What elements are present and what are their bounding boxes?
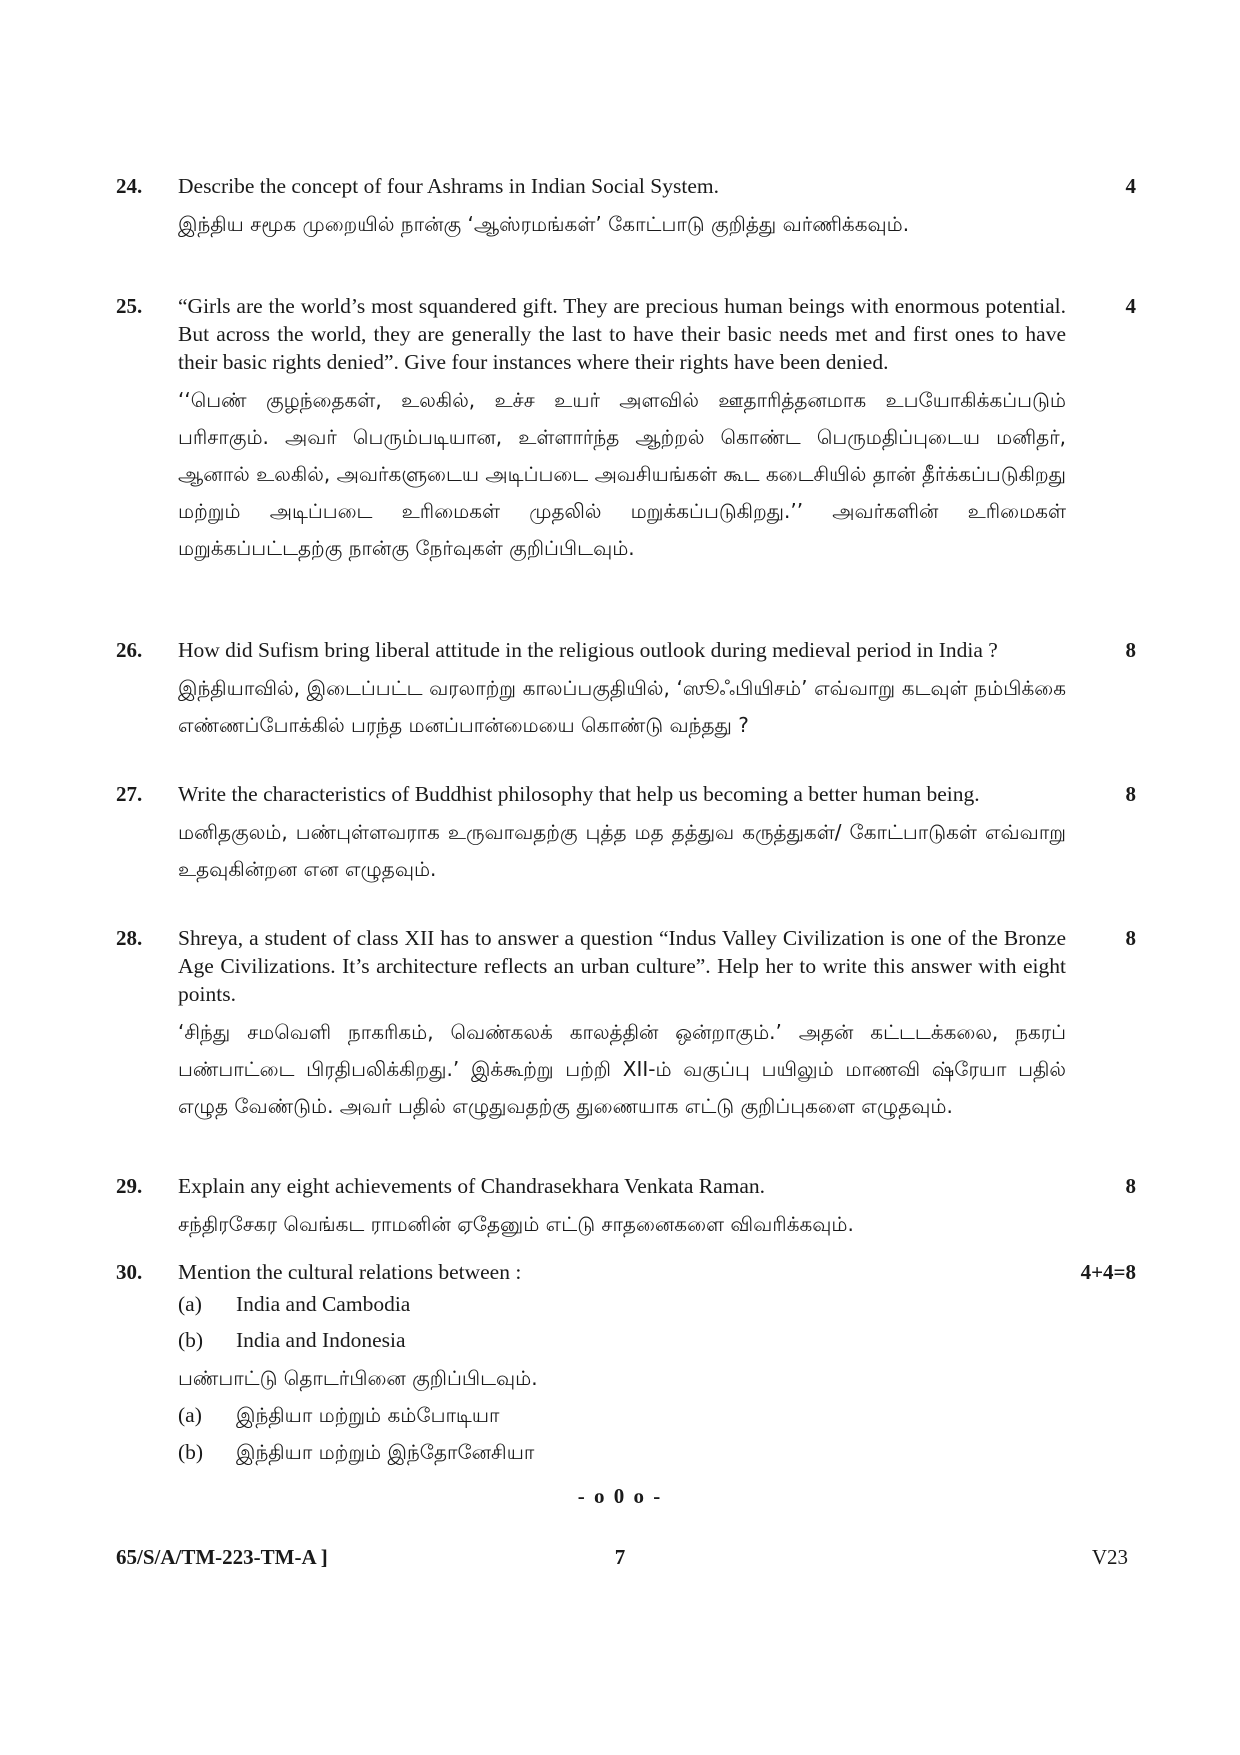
question-number: 29. [116,1174,143,1198]
sub-item-text: இந்தியா மற்றும் இந்தோனேசியா [236,1440,535,1464]
question-body [178,924,1066,1125]
question-marks: 8 [1125,1174,1136,1198]
question-text-english: Shreya, a student of class XII has to answer a question “Indus Valley Civilization is one of the Bronze Age Civilizations. It’s architecture reflects an urban culture”. Help her to write this answer with eight points. [178,926,1066,1006]
sub-item-label: (a) [178,1292,202,1316]
version-code: V23 [1091,1545,1128,1569]
question-marks: 4 [1125,294,1136,318]
end-of-paper-mark: - o 0 o - [577,1484,663,1508]
question-number: 30. [116,1260,143,1284]
question-body [178,780,1066,888]
question-number: 27. [116,782,143,806]
question-number: 26. [116,638,143,662]
question-marks: 8 [1125,782,1136,806]
question-marks: 4+4=8 [1080,1260,1136,1284]
question-body [178,1172,1066,1243]
question-text-english: Describe the concept of four Ashrams in Indian Social System. [178,174,719,198]
question-body [178,292,1066,567]
question-text-english: How did Sufism bring liberal attitude in the religious outlook during medieval period in India ? [178,638,998,662]
question-text-tamil: இந்தியாவில், இடைப்பட்ட வரலாற்று காலப்பகுதியில், ‘ஸூஃபியிசம்’ எவ்வாறு கடவுள் நம்பிக்கை எண்ணப்போக்கில் பரந்த மனப்பான்மையை கொண்டு வந்தது ? [178,676,1066,737]
sub-item-label: (a) [178,1403,202,1427]
sub-item-text: India and Indonesia [236,1328,406,1352]
question-text-english: Mention the cultural relations between : [178,1260,522,1284]
question-marks: 4 [1125,174,1136,198]
question-text-tamil: ‘சிந்து சமவெளி நாகரிகம், வெண்கலக் காலத்தின் ஒன்றாகும்.’ அதன் கட்டடக்கலை, நகரப் பண்பாட்டை பிரதிபலிக்கிறது.’ இக்கூற்று பற்றி XII-ம் வகுப்பு பயிலும் மாணவி ஷ்ரேயா பதில் எழுத வேண்டும். அவர் பதில் எழுதுவதற்கு துணையாக எட்டு குறிப்புகளை எழுதவும். [178,1020,1066,1118]
question-body [178,172,1066,243]
question-number: 28. [116,926,143,950]
question-text-tamil: சந்திரசேகர வெங்கட ராமனின் ஏதேனும் எட்டு சாதனைகளை விவரிக்கவும். [178,1212,854,1236]
sub-item-text: இந்தியா மற்றும் கம்போடியா [236,1403,500,1427]
sub-item-a-tamil [178,1397,1066,1434]
question-number: 24. [116,174,143,198]
question-text-tamil: ‘‘பெண் குழந்தைகள், உலகில், உச்ச உயர் அளவில் ஊதாரித்தனமாக உபயோகிக்கப்படும் பரிசாகும். அவர் பெரும்படியான, உள்ளார்ந்த ஆற்றல் கொண்ட பெருமதிப்புடைய மனிதர், ஆனால் உலகில், அவர்களுடைய அடிப்படை அவசியங்கள் கூட கடைசியில் தான் தீர்க்கப்படுகிறது மற்றும் அடிப்படை உரிமைகள் முதலில் மறுக்கப்படுகிறது.’’ அவர்களின் உரிமைகள் மறுக்கப்பட்டதற்கு நான்கு நேர்வுகள் குறிப்பிடவும். [178,388,1066,560]
question-text-tamil: இந்திய சமூக முறையில் நான்கு ‘ஆஸ்ரமங்கள்’ கோட்பாடு குறித்து வர்ணிக்கவும். [178,212,910,236]
sub-item-label: (b) [178,1328,204,1352]
question-text-tamil: பண்பாட்டு தொடர்பினை குறிப்பிடவும். [178,1366,538,1390]
question-text-english: “Girls are the world’s most squandered gift. They are precious human beings with enormous potential. But across the world, they are generally the last to have their basic needs met and first ones to have their basic rights denied”. Give four instances where their rights have been denied. [178,294,1066,374]
sub-item-label: (b) [178,1440,204,1464]
page-number: 7 [614,1545,626,1569]
paper-code: 65/S/A/TM-223-TM-A ] [116,1545,328,1569]
sub-item-b-tamil [178,1434,1066,1471]
question-text-tamil: மனிதகுலம், பண்புள்ளவராக உருவாவதற்கு புத்த மத தத்துவ கருத்துகள்/ கோட்பாடுகள் எவ்வாறு உதவுகின்றன என எழுதவும். [178,820,1066,881]
question-marks: 8 [1125,926,1136,950]
question-body [178,636,1066,744]
sub-item-a-english [178,1286,1066,1322]
sub-item-text: India and Cambodia [236,1292,411,1316]
question-body [178,1258,1066,1471]
question-text-english: Write the characteristics of Buddhist philosophy that help us becoming a better human being. [178,782,980,806]
sub-item-b-english [178,1322,1066,1358]
question-text-english: Explain any eight achievements of Chandrasekhara Venkata Raman. [178,1174,766,1198]
question-marks: 8 [1125,638,1136,662]
question-number: 25. [116,294,143,318]
